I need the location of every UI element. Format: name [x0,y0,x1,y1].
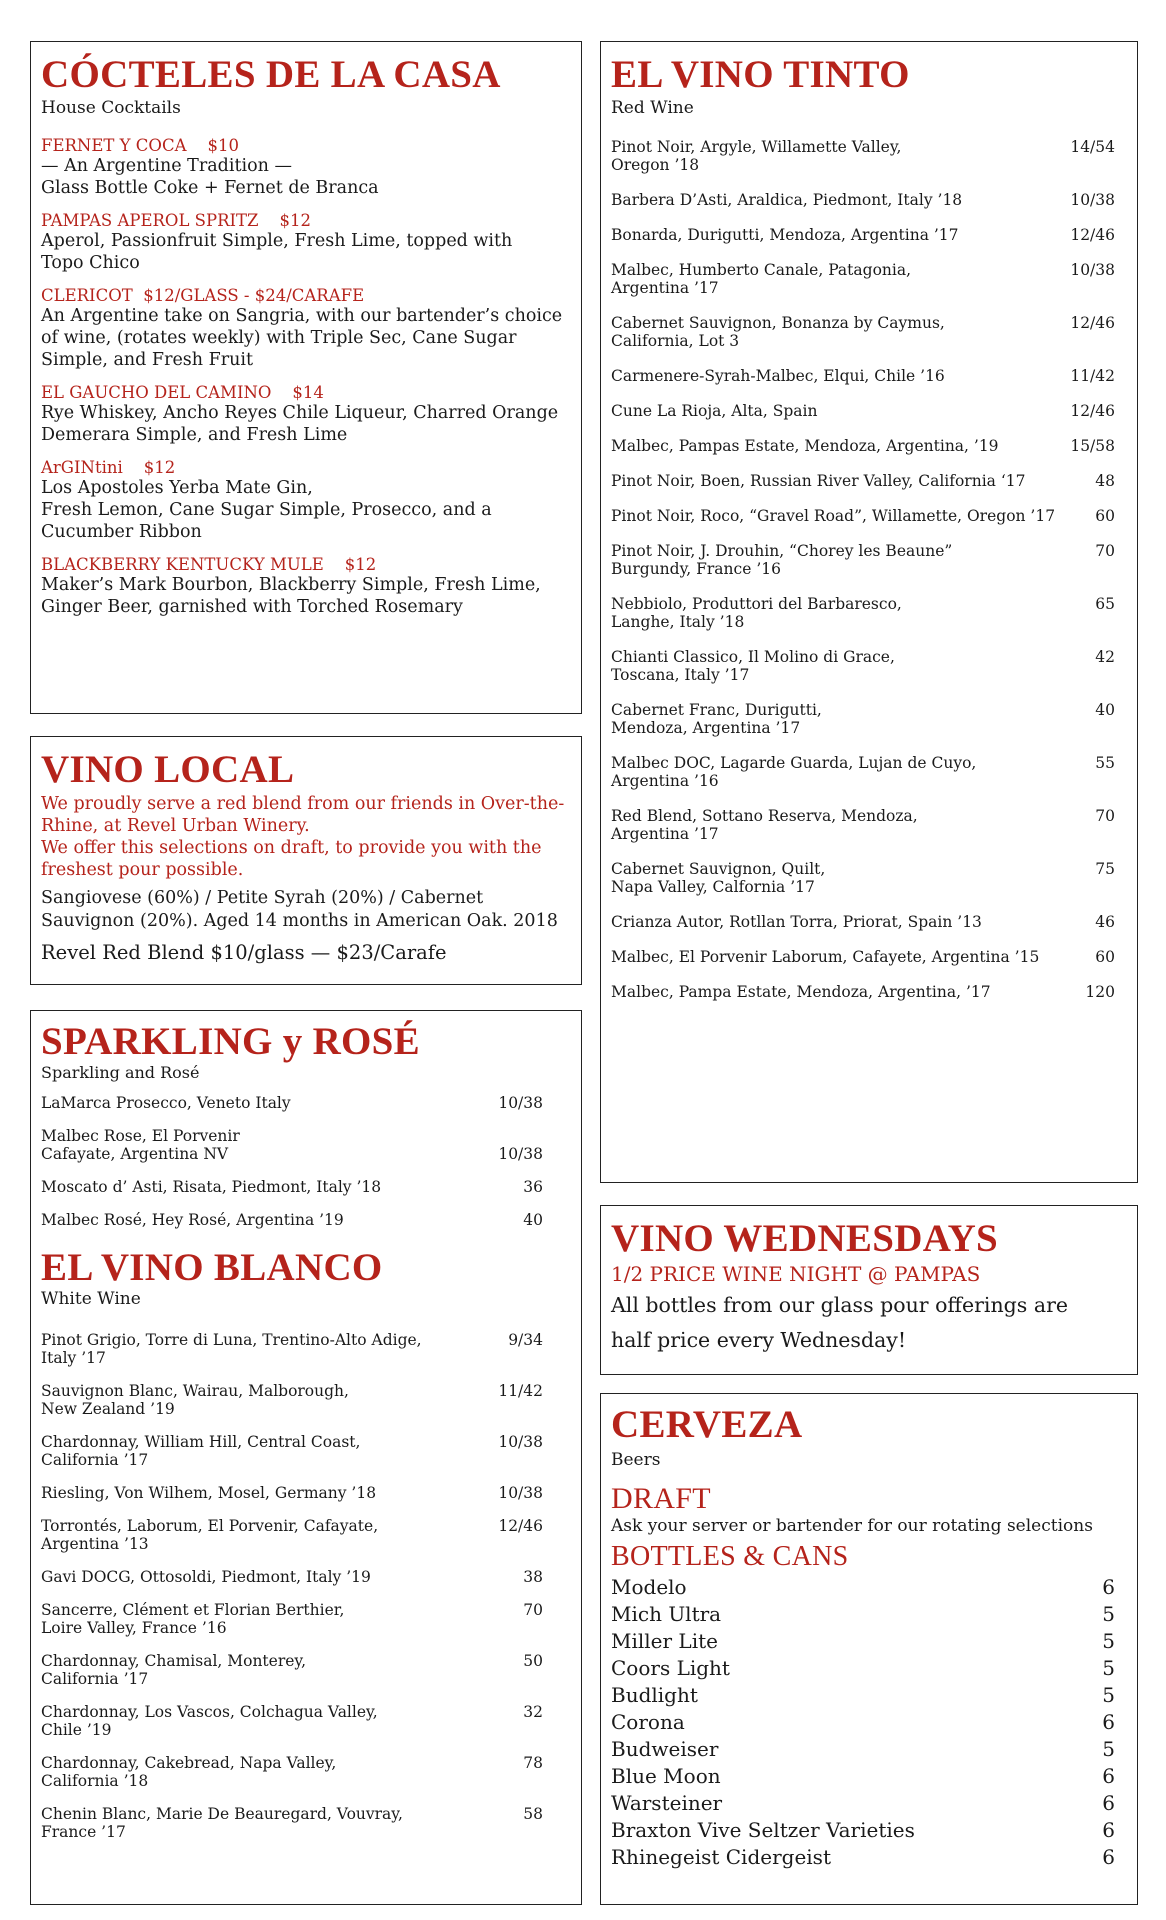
sparkling-item [41,1178,543,1196]
cocktail-name: CLERICOT $12/GLASS - $24/CARAFE [41,286,365,305]
tinto-item [611,948,1115,966]
tinto-item [611,402,1115,420]
blanco-item-price: 70 [523,1601,543,1619]
blanco-item-name: Gavi DOCG, Ottosoldi, Piedmont, Italy ’19 [41,1568,371,1586]
blanco-item-name: Riesling, Von Wilhem, Mosel, Germany ’18 [41,1484,377,1502]
tinto-item-name: Malbec DOC, Lagarde Guarda, Lujan de Cuyo, Argentina ’16 [611,754,977,790]
tinto-item-price: 55 [1095,754,1115,772]
beer-item [611,1709,1115,1736]
beer-price: 6 [1102,1764,1115,1788]
sparkling-blanco-section [30,1010,582,1905]
beer-price: 6 [1102,1710,1115,1734]
blanco-item-price: 78 [523,1754,543,1772]
blanco-item-name: Chenin Blanc, Marie De Beauregard, Vouvray, France ’17 [41,1805,403,1841]
cerveza-subtitle: Beers [611,1450,661,1470]
beer-price: 5 [1102,1629,1115,1653]
tinto-item [611,226,1115,244]
blanco-subtitle: White Wine [41,1289,141,1309]
sparkling-item-price: 10/38 [498,1094,543,1112]
cocktail-desc: Aperol, Passionfruit Simple, Fresh Lime, topped with Topo Chico [41,231,513,273]
tinto-item [611,807,1115,843]
sparkling-item-name: Moscato d’ Asti, Risata, Piedmont, Italy ’18 [41,1178,382,1196]
blanco-item [41,1703,543,1739]
cocktail-item [41,286,571,371]
blanco-item [41,1484,543,1502]
tinto-item-price: 70 [1095,542,1115,560]
blanco-item [41,1754,543,1790]
tinto-item [611,138,1115,174]
tinto-item [611,261,1115,297]
tinto-item-price: 120 [1085,983,1115,1001]
beer-item [611,1817,1115,1844]
blanco-item-name: Chardonnay, Cakebread, Napa Valley, California ’18 [41,1754,337,1790]
tinto-item-name: Pinot Noir, Roco, “Gravel Road”, Willamette, Oregon ’17 [611,507,1056,525]
blanco-item [41,1331,543,1367]
draft-desc: Ask your server or bartender for our rotating selections [611,1516,1093,1536]
tinto-item-price: 12/46 [1070,314,1115,332]
sparkling-list [41,1094,571,1229]
blanco-item-price: 32 [523,1703,543,1721]
vino-local-title: VINO LOCAL [41,748,295,791]
sparkling-item-name: LaMarca Prosecco, Veneto Italy [41,1094,291,1112]
beer-item [611,1574,1115,1601]
blanco-item-price: 10/38 [498,1433,543,1451]
blanco-item-name: Chardonnay, William Hill, Central Coast, California ’17 [41,1433,361,1469]
cerveza-title: CERVEZA [611,1403,803,1446]
tinto-item-name: Pinot Noir, Boen, Russian River Valley, California ‘17 [611,472,1026,490]
blanco-item-price: 58 [523,1805,543,1823]
blanco-item [41,1601,543,1637]
draft-title: DRAFT [611,1482,711,1515]
blanco-item [41,1433,543,1469]
cocktails-title: CÓCTELES DE LA CASA [41,53,501,96]
cocktail-name: ArGINtini $12 [41,458,176,477]
beer-name: Blue Moon [611,1764,721,1788]
cocktail-desc: — An Argentine Tradition — Glass Bottle Coke + Fernet de Branca [41,156,379,198]
cocktail-desc: An Argentine take on Sangria, with our bartender’s choice of wine, (rotates weekly) with Triple Sec, Cane Sugar Simple, and Fresh Fruit [41,306,563,370]
tinto-item [611,913,1115,931]
tinto-subtitle: Red Wine [611,98,694,118]
tinto-item-price: 46 [1095,913,1115,931]
beer-name: Corona [611,1710,685,1734]
sparkling-item-price: 10/38 [498,1145,543,1163]
bottles-title: BOTTLES & CANS [611,1541,849,1572]
blanco-item [41,1517,543,1553]
blanco-item-name: Sancerre, Clément et Florian Berthier, Loire Valley, France ’16 [41,1601,345,1637]
beer-name: Miller Lite [611,1629,718,1653]
cocktail-item [41,136,571,199]
cocktail-item [41,458,571,543]
tinto-item-price: 10/38 [1070,261,1115,279]
beer-name: Modelo [611,1575,687,1599]
sparkling-subtitle: Sparkling and Rosé [41,1063,200,1082]
tinto-item-name: Pinot Noir, J. Drouhin, “Chorey les Beaune” Burgundy, France ’16 [611,542,953,578]
tinto-item-name: Chianti Classico, Il Molino di Grace, Toscana, Italy ’17 [611,648,895,684]
wednesdays-desc: All bottles from our glass pour offerings are half price every Wednesday! [611,1293,1068,1352]
tinto-item-price: 14/54 [1070,138,1115,156]
cocktail-name: FERNET Y COCA $10 [41,136,239,155]
beer-name: Braxton Vive Seltzer Varieties [611,1818,915,1842]
cocktail-item [41,211,571,274]
tinto-item-price: 12/46 [1070,402,1115,420]
tinto-item [611,701,1115,737]
tinto-item-price: 11/42 [1070,367,1115,385]
wednesdays-title: VINO WEDNESDAYS [611,1217,999,1260]
sparkling-item-name: Malbec Rosé, Hey Rosé, Argentina ’19 [41,1211,344,1229]
blanco-item [41,1568,543,1586]
blanco-item-name: Torrontés, Laborum, El Porvenir, Cafayate, Argentina ’13 [41,1517,379,1553]
beer-price: 6 [1102,1575,1115,1599]
cocktails-subtitle: House Cocktails [41,98,181,118]
sparkling-item-name: Malbec Rose, El Porvenir Cafayate, Argentina NV [41,1127,240,1163]
beer-item [611,1790,1115,1817]
blanco-item-price: 38 [523,1568,543,1586]
vino-local-price: Revel Red Blend $10/glass — $23/Carafe [41,941,447,964]
beer-name: Warsteiner [611,1791,723,1815]
beer-name: Budweiser [611,1737,719,1761]
tinto-section [600,41,1138,1183]
blanco-item-price: 50 [523,1652,543,1670]
tinto-item-price: 40 [1095,701,1115,719]
tinto-item-price: 70 [1095,807,1115,825]
tinto-item [611,648,1115,684]
beer-name: Coors Light [611,1656,730,1680]
cocktails-section [30,41,582,714]
beer-price: 5 [1102,1602,1115,1626]
beer-name: Mich Ultra [611,1602,722,1626]
blanco-item-price: 9/34 [508,1331,543,1349]
cocktail-name: EL GAUCHO DEL CAMINO $14 [41,383,324,402]
beer-item [611,1601,1115,1628]
wednesdays-subtitle: 1/2 PRICE WINE NIGHT @ PAMPAS [611,1262,981,1286]
blanco-item-price: 10/38 [498,1484,543,1502]
blanco-title: EL VINO BLANCO [41,1246,383,1289]
tinto-item-price: 75 [1095,860,1115,878]
tinto-item-name: Pinot Noir, Argyle, Willamette Valley, Oregon ’18 [611,138,902,174]
tinto-item-name: Cabernet Franc, Durigutti, Mendoza, Argentina ’17 [611,701,822,737]
tinto-item-name: Cune La Rioja, Alta, Spain [611,402,818,420]
tinto-item-price: 60 [1095,948,1115,966]
sparkling-item [41,1211,543,1229]
tinto-item-name: Malbec, El Porvenir Laborum, Cafayete, Argentina ’15 [611,948,1040,966]
tinto-item-name: Crianza Autor, Rotllan Torra, Priorat, Spain ’13 [611,913,982,931]
cocktail-desc: Los Apostoles Yerba Mate Gin, Fresh Lemon, Cane Sugar Simple, Prosecco, and a Cucumber Ribbon [41,478,492,542]
tinto-item [611,191,1115,209]
tinto-item-name: Carmenere-Syrah-Malbec, Elqui, Chile ’16 [611,367,945,385]
cocktail-name: BLACKBERRY KENTUCKY MULE $12 [41,555,377,574]
tinto-item [611,754,1115,790]
tinto-item-name: Malbec, Humberto Canale, Patagonia, Argentina ’17 [611,261,912,297]
vino-local-intro: We proudly serve a red blend from our friends in Over-the- Rhine, at Revel Urban Winery. We offer this selections on draft, to provide you with the freshest pour possible. [41,794,565,880]
tinto-item [611,367,1115,385]
beer-item [611,1655,1115,1682]
beer-price: 5 [1102,1737,1115,1761]
tinto-item [611,595,1115,631]
blanco-item-name: Chardonnay, Los Vascos, Colchagua Valley, Chile ’19 [41,1703,378,1739]
beer-price: 6 [1102,1791,1115,1815]
blanco-item [41,1382,543,1418]
tinto-item [611,437,1115,455]
vino-local-blend: Sangiovese (60%) / Petite Syrah (20%) / Cabernet Sauvignon (20%). Aged 14 months in American Oak. 2018 [41,888,558,931]
sparkling-item [41,1094,543,1112]
tinto-item [611,983,1115,1001]
beer-price: 5 [1102,1683,1115,1707]
blanco-item-price: 12/46 [498,1517,543,1535]
tinto-item-name: Malbec, Pampas Estate, Mendoza, Argentina, ’19 [611,437,999,455]
beer-name: Budlight [611,1683,698,1707]
tinto-item-name: Malbec, Pampa Estate, Mendoza, Argentina, ’17 [611,983,991,1001]
tinto-item-price: 65 [1095,595,1115,613]
tinto-title: EL VINO TINTO [611,53,910,96]
beer-item [611,1736,1115,1763]
beer-item [611,1844,1115,1871]
tinto-list [611,138,1115,1001]
cocktail-list [41,136,571,618]
wednesdays-section [600,1205,1138,1375]
blanco-item-name: Sauvignon Blanc, Wairau, Malborough, New Zealand ’19 [41,1382,349,1418]
tinto-item-price: 10/38 [1070,191,1115,209]
blanco-item [41,1652,543,1688]
blanco-item-name: Pinot Grigio, Torre di Luna, Trentino-Alto Adige, Italy ’17 [41,1331,422,1367]
blanco-item-price: 11/42 [498,1382,543,1400]
tinto-item [611,860,1115,896]
tinto-item [611,542,1115,578]
tinto-item [611,507,1115,525]
blanco-item [41,1805,543,1841]
sparkling-item-price: 40 [523,1211,543,1229]
tinto-item-price: 15/58 [1070,437,1115,455]
cocktail-desc: Maker’s Mark Bourbon, Blackberry Simple, Fresh Lime, Ginger Beer, garnished with Torched Rosemary [41,575,541,617]
beer-price: 6 [1102,1845,1115,1869]
tinto-item-name: Red Blend, Sottano Reserva, Mendoza, Argentina ’17 [611,807,918,843]
tinto-item [611,472,1115,490]
sparkling-item-price: 36 [523,1178,543,1196]
blanco-list [41,1331,571,1841]
tinto-item-name: Bonarda, Durigutti, Mendoza, Argentina ’17 [611,226,959,244]
tinto-item-price: 60 [1095,507,1115,525]
sparkling-item [41,1127,543,1163]
beer-item [611,1628,1115,1655]
cocktail-desc: Rye Whiskey, Ancho Reyes Chile Liqueur, Charred Orange Demerara Simple, and Fresh Lime [41,403,559,445]
beer-name: Rhinegeist Cidergeist [611,1845,831,1869]
beer-item [611,1682,1115,1709]
cocktail-item [41,555,571,618]
tinto-item-name: Cabernet Sauvignon, Bonanza by Caymus, California, Lot 3 [611,314,945,350]
beer-list [611,1574,1115,1871]
tinto-item-price: 12/46 [1070,226,1115,244]
beer-price: 5 [1102,1656,1115,1680]
cocktail-item [41,383,571,446]
tinto-item-name: Cabernet Sauvignon, Quilt, Napa Valley, Calfornia ’17 [611,860,826,896]
blanco-item-name: Chardonnay, Chamisal, Monterey, California ’17 [41,1652,307,1688]
tinto-item [611,314,1115,350]
tinto-item-price: 48 [1095,472,1115,490]
beer-item [611,1763,1115,1790]
cocktail-name: PAMPAS APEROL SPRITZ $12 [41,211,311,230]
cerveza-section [600,1393,1138,1905]
tinto-item-name: Barbera D’Asti, Araldica, Piedmont, Italy ’18 [611,191,963,209]
tinto-item-price: 42 [1095,648,1115,666]
vino-local-section [30,736,582,985]
beer-price: 6 [1102,1818,1115,1842]
tinto-item-name: Nebbiolo, Produttori del Barbaresco, Langhe, Italy ’18 [611,595,902,631]
sparkling-title: SPARKLING y ROSÉ [41,1020,420,1063]
